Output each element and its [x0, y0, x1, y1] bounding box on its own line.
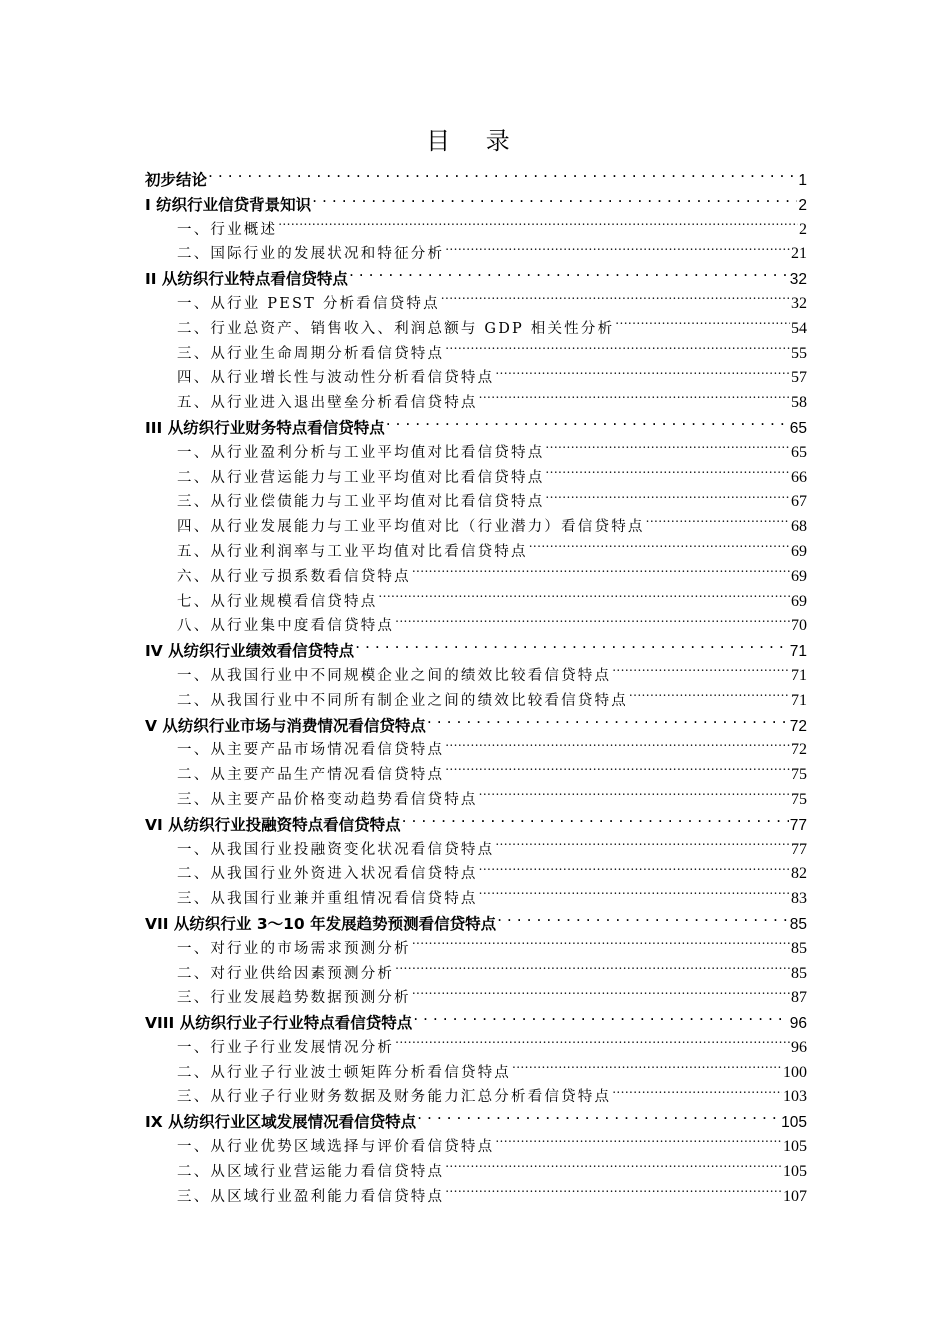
toc-dot-leader [355, 641, 789, 657]
toc-dot-leader [629, 690, 790, 705]
toc-dot-leader [395, 963, 790, 978]
toc-chapter-entry[interactable] [145, 1011, 807, 1036]
toc-page-number: 72 [791, 741, 807, 759]
toc-section-entry[interactable] [145, 218, 807, 243]
table-of-contents [145, 168, 807, 1209]
toc-dot-leader [208, 170, 797, 186]
toc-dot-leader [395, 616, 790, 631]
toc-entry-label: IV 从纺织行业绩效看信贷特点 [145, 642, 355, 661]
toc-dot-leader [445, 1186, 782, 1201]
toc-page-number: 105 [783, 1162, 807, 1180]
toc-page-number: 2 [799, 220, 807, 238]
toc-entry-label: 一、从我国行业中不同规模企业之间的绩效比较看信贷特点 [177, 667, 612, 684]
toc-entry-label: V 从纺织行业市场与消费情况看信贷特点 [145, 716, 426, 735]
toc-entry-label: I 纺织行业信贷背景知识 [145, 195, 312, 214]
toc-dot-leader [479, 393, 790, 408]
toc-page-number: 54 [791, 319, 807, 337]
toc-page-number: 96 [789, 1015, 807, 1033]
toc-section-entry[interactable] [145, 342, 807, 367]
toc-page-number: 103 [783, 1088, 807, 1106]
toc-page-number: 70 [791, 617, 807, 635]
toc-entry-label: 二、从区域行业营运能力看信贷特点 [177, 1163, 445, 1180]
toc-dot-leader [427, 715, 789, 731]
toc-page-number: 105 [781, 1114, 807, 1132]
toc-page-number: 83 [791, 890, 807, 908]
toc-section-entry[interactable] [145, 689, 807, 714]
toc-page-number: 69 [791, 567, 807, 585]
toc-page-number: 71 [791, 666, 807, 684]
toc-page-number: 69 [791, 542, 807, 560]
toc-page-number: 107 [783, 1187, 807, 1205]
toc-section-entry[interactable] [145, 664, 807, 689]
toc-entry-label: 一、从主要产品市场情况看信贷特点 [177, 742, 445, 759]
toc-entry-label: VI 从纺织行业投融资特点看信贷特点 [145, 815, 401, 834]
toc-section-entry[interactable] [145, 937, 807, 962]
toc-section-entry[interactable] [145, 515, 807, 540]
toc-entry-label: 三、从行业子行业财务数据及财务能力汇总分析看信贷特点 [177, 1089, 612, 1106]
toc-entry-label: 二、从主要产品生产情况看信贷特点 [177, 767, 445, 784]
toc-dot-leader [412, 566, 790, 581]
toc-chapter-entry[interactable] [145, 267, 807, 292]
toc-entry-label: 初步结论 [145, 171, 208, 189]
toc-entry-label: 三、从行业生命周期分析看信贷特点 [177, 345, 445, 362]
toc-page-number: 65 [789, 419, 807, 437]
toc-entry-label: 三、从我国行业兼并重组情况看信贷特点 [177, 891, 478, 908]
toc-entry-label: 三、从区域行业盈利能力看信贷特点 [177, 1188, 445, 1205]
toc-dot-leader [545, 442, 790, 457]
toc-section-entry[interactable] [145, 1061, 807, 1086]
toc-page-number: 71 [791, 691, 807, 709]
toc-section-entry[interactable] [145, 565, 807, 590]
toc-dot-leader [412, 988, 790, 1003]
toc-section-entry[interactable] [145, 788, 807, 813]
toc-page-number: 32 [789, 271, 807, 289]
toc-page-number: 85 [789, 915, 807, 933]
toc-chapter-entry[interactable] [145, 813, 807, 838]
toc-dot-leader [495, 368, 790, 383]
toc-entry-label: VIII 从纺织行业子行业特点看信贷特点 [145, 1014, 413, 1033]
toc-chapter-entry[interactable] [145, 193, 807, 218]
toc-entry-label: II 从纺织行业特点看信贷特点 [145, 270, 348, 289]
toc-section-entry[interactable] [145, 292, 807, 317]
toc-page-number: 71 [789, 643, 807, 661]
toc-entry-label: 二、从我国行业外资进入状况看信贷特点 [177, 866, 478, 883]
toc-page-number: 55 [791, 344, 807, 362]
toc-section-entry[interactable] [145, 962, 807, 987]
toc-dot-leader [479, 789, 790, 804]
toc-page-number: 100 [783, 1063, 807, 1081]
toc-page-number: 21 [791, 245, 807, 263]
toc-entry-label: 四、从行业发展能力与工业平均值对比（行业潜力）看信贷特点 [177, 519, 645, 536]
toc-dot-leader [646, 517, 790, 532]
toc-page-number: 67 [791, 493, 807, 511]
toc-dot-leader [378, 591, 790, 606]
toc-entry-label: III 从纺织行业财务特点看信贷特点 [145, 418, 385, 437]
toc-entry-label: 一、对行业的市场需求预测分析 [177, 940, 411, 957]
toc-entry-label: 一、从行业优势区域选择与评价看信贷特点 [177, 1139, 495, 1156]
toc-section-entry[interactable] [145, 1085, 807, 1110]
toc-section-entry[interactable] [145, 317, 807, 342]
toc-page-number: 57 [791, 369, 807, 387]
toc-dot-leader [545, 467, 790, 482]
toc-dot-leader [349, 269, 789, 285]
toc-page-number: 87 [791, 989, 807, 1007]
toc-chapter-entry[interactable] [145, 168, 807, 193]
toc-chapter-entry[interactable] [145, 912, 807, 937]
toc-dot-leader [495, 839, 790, 854]
toc-page-number: 1 [798, 172, 807, 189]
toc-entry-label: IX 从纺织行业区域发展情况看信贷特点 [145, 1113, 417, 1132]
toc-dot-leader [612, 665, 790, 680]
toc-dot-leader [612, 1087, 782, 1102]
toc-page-number: 85 [791, 964, 807, 982]
toc-dot-leader [512, 1062, 782, 1077]
toc-dot-leader [445, 343, 790, 358]
toc-chapter-entry[interactable] [145, 639, 807, 664]
toc-section-entry[interactable] [145, 441, 807, 466]
toc-section-entry[interactable] [145, 1185, 807, 1210]
toc-entry-label: 二、从我国行业中不同所有制企业之间的绩效比较看信贷特点 [177, 692, 628, 709]
toc-page-number: 2 [798, 196, 807, 214]
toc-dot-leader [497, 913, 789, 929]
toc-page-number: 85 [791, 939, 807, 957]
toc-entry-label: 二、行业总资产、销售收入、利润总额与 GDP 相关性分析 [177, 320, 615, 337]
toc-section-entry[interactable] [145, 540, 807, 565]
toc-section-entry[interactable] [145, 986, 807, 1011]
toc-section-entry[interactable] [145, 614, 807, 639]
toc-title: 目 录 [426, 127, 524, 155]
toc-dot-leader [529, 541, 790, 556]
toc-dot-leader [413, 1013, 789, 1029]
toc-entry-label: VII 从纺织行业 3～10 年发展趋势预测看信贷特点 [145, 914, 497, 933]
toc-dot-leader [495, 1137, 782, 1152]
toc-entry-label: 一、从我国行业投融资变化状况看信贷特点 [177, 841, 495, 858]
toc-entry-label: 八、从行业集中度看信贷特点 [177, 618, 395, 635]
toc-entry-label: 三、从主要产品价格变动趋势看信贷特点 [177, 791, 478, 808]
toc-page-number: 69 [791, 592, 807, 610]
toc-page-number: 32 [791, 294, 807, 312]
toc-dot-leader [615, 318, 790, 333]
toc-section-entry[interactable] [145, 738, 807, 763]
toc-section-entry[interactable] [145, 590, 807, 615]
toc-page-number: 75 [791, 790, 807, 808]
toc-page-number: 65 [791, 443, 807, 461]
toc-page-number: 96 [791, 1038, 807, 1056]
toc-entry-label: 二、对行业供给因素预测分析 [177, 965, 395, 982]
toc-section-entry[interactable] [145, 1135, 807, 1160]
toc-chapter-entry[interactable] [145, 1110, 807, 1135]
toc-section-entry[interactable] [145, 862, 807, 887]
toc-section-entry[interactable] [145, 763, 807, 788]
toc-chapter-entry[interactable] [145, 714, 807, 739]
toc-entry-label: 一、行业子行业发展情况分析 [177, 1039, 395, 1056]
toc-entry-label: 二、从行业子行业波士顿矩阵分析看信贷特点 [177, 1064, 511, 1081]
toc-dot-leader [441, 293, 790, 308]
toc-dot-leader [479, 864, 790, 879]
toc-entry-label: 七、从行业规模看信贷特点 [177, 593, 378, 610]
toc-dot-leader [445, 740, 790, 755]
toc-page-number: 58 [791, 394, 807, 412]
toc-entry-label: 一、从行业 PEST 分析看信贷特点 [177, 295, 440, 312]
toc-dot-leader [545, 492, 790, 507]
toc-dot-leader [445, 765, 790, 780]
toc-dot-leader [479, 889, 790, 904]
toc-dot-leader [395, 1037, 790, 1052]
toc-entry-label: 三、从行业偿债能力与工业平均值对比看信贷特点 [177, 494, 545, 511]
toc-section-entry[interactable] [145, 1036, 807, 1061]
toc-dot-leader [278, 219, 798, 234]
toc-page-number: 72 [789, 717, 807, 735]
toc-page-number: 68 [791, 518, 807, 536]
toc-section-entry[interactable] [145, 391, 807, 416]
toc-entry-label: 三、行业发展趋势数据预测分析 [177, 990, 411, 1007]
toc-entry-label: 五、从行业利润率与工业平均值对比看信贷特点 [177, 543, 528, 560]
toc-page-number: 105 [783, 1138, 807, 1156]
toc-dot-leader [386, 417, 789, 433]
toc-page-number: 77 [791, 840, 807, 858]
toc-entry-label: 二、从行业营运能力与工业平均值对比看信贷特点 [177, 469, 545, 486]
toc-section-entry[interactable] [145, 887, 807, 912]
toc-dot-leader [445, 1161, 782, 1176]
toc-page-number: 77 [789, 816, 807, 834]
toc-dot-leader [402, 814, 789, 830]
toc-page-number: 82 [791, 865, 807, 883]
toc-entry-label: 六、从行业亏损系数看信贷特点 [177, 568, 411, 585]
toc-entry-label: 一、从行业盈利分析与工业平均值对比看信贷特点 [177, 444, 545, 461]
toc-section-entry[interactable] [145, 366, 807, 391]
toc-section-entry[interactable] [145, 838, 807, 863]
toc-dot-leader [312, 194, 797, 210]
toc-dot-leader [412, 938, 790, 953]
toc-section-entry[interactable] [145, 490, 807, 515]
toc-entry-label: 一、行业概述 [177, 221, 278, 238]
toc-section-entry[interactable] [145, 242, 807, 267]
toc-entry-label: 二、国际行业的发展状况和特征分析 [177, 246, 445, 263]
toc-entry-label: 四、从行业增长性与波动性分析看信贷特点 [177, 370, 495, 387]
toc-page-number: 75 [791, 766, 807, 784]
toc-dot-leader [417, 1112, 780, 1128]
toc-section-entry[interactable] [145, 466, 807, 491]
toc-chapter-entry[interactable] [145, 416, 807, 441]
toc-dot-leader [445, 244, 790, 259]
toc-section-entry[interactable] [145, 1160, 807, 1185]
toc-page-number: 66 [791, 468, 807, 486]
toc-entry-label: 五、从行业进入退出壁垒分析看信贷特点 [177, 395, 478, 412]
